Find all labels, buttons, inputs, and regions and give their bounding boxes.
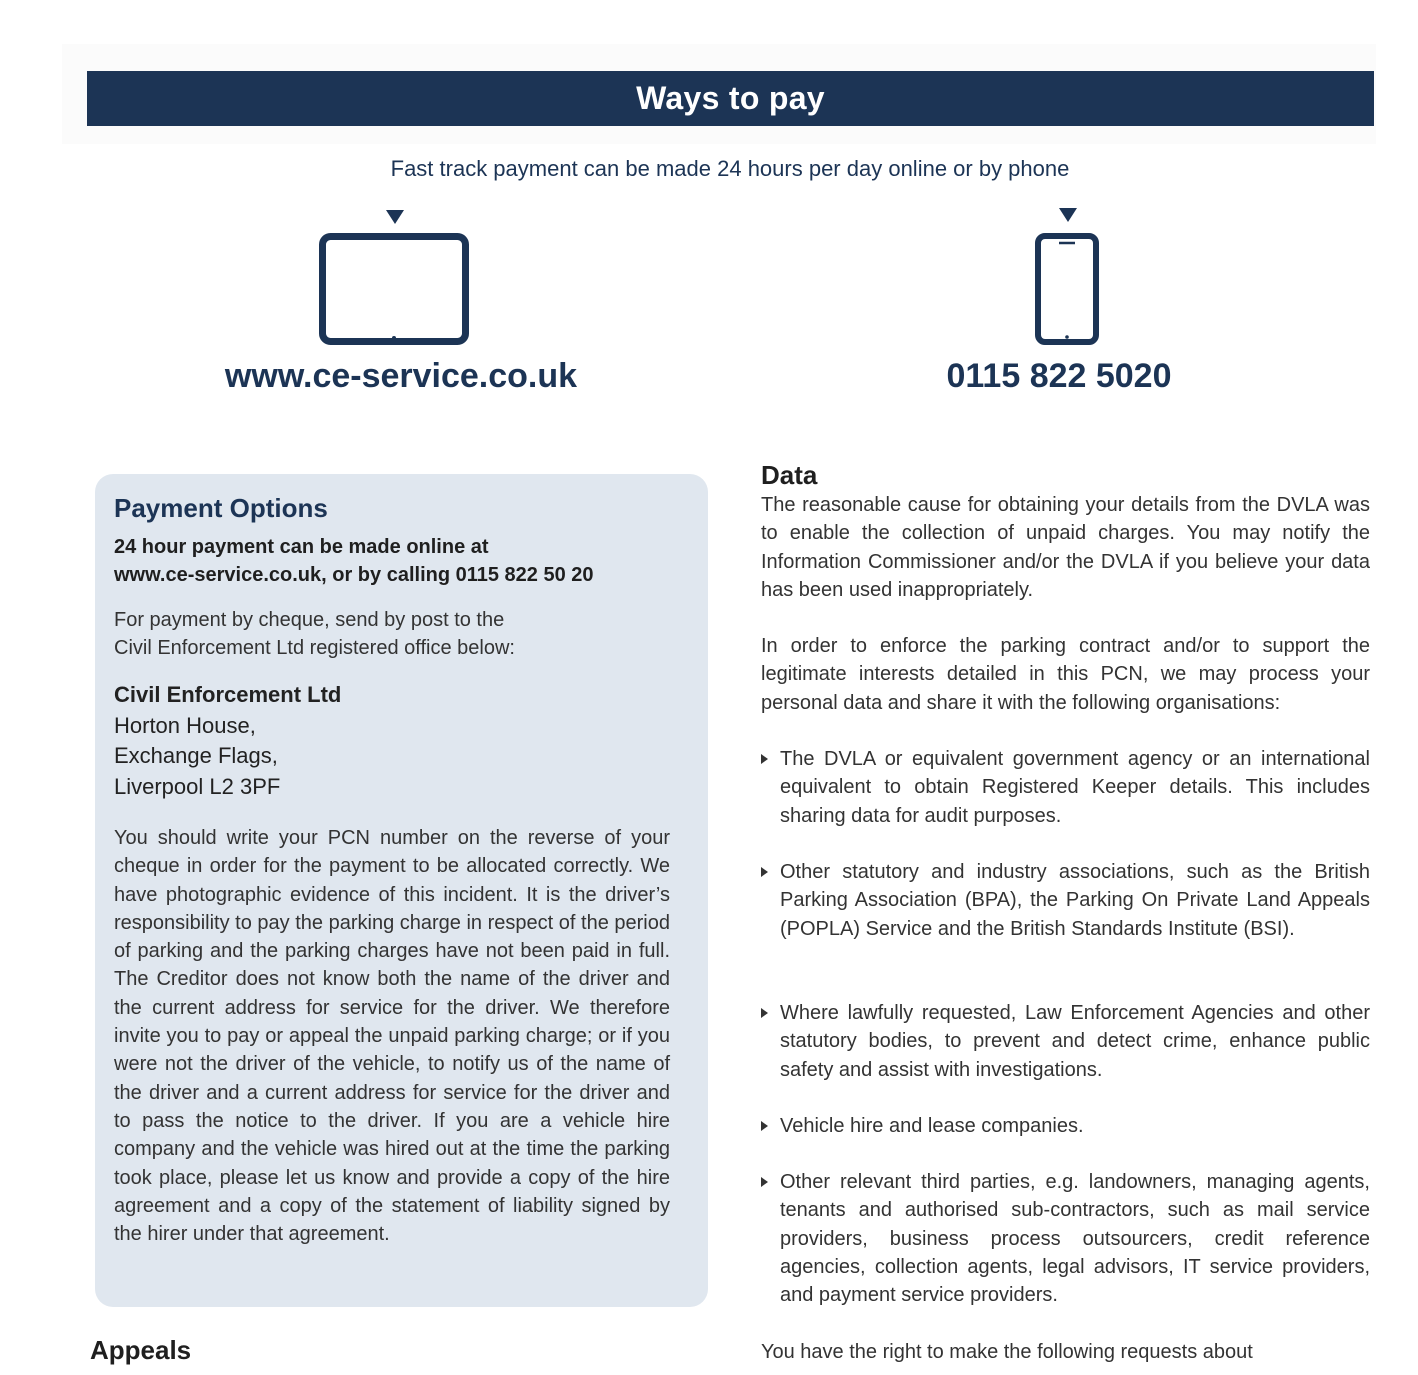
- data-rights-intro: You have the right to make the following requests about: [761, 1341, 1253, 1363]
- online-payment-line: www.ce-service.co.uk, or by calling 0115 822 50 20: [114, 564, 594, 586]
- bullet-triangle-icon: [761, 867, 768, 877]
- list-item-text: Other statutory and industry associations, such as the British Parking Association (BPA), the Parking On Private Land Appeals (POPLA) Service and the British Standards Institute (BSI).: [780, 861, 1370, 940]
- online-payment-note: [114, 533, 694, 589]
- tablet-icon: [319, 233, 469, 345]
- appeals-heading: Appeals: [90, 1335, 192, 1365]
- pointer-arrow-phone: [1059, 208, 1077, 222]
- bullet-triangle-icon: [761, 1008, 768, 1018]
- data-paragraph-reason: The reasonable cause for obtaining your details from the DVLA was to enable the collection of unpaid charges. You may notify the Information Commissioner and/or the DVLA if you believe your data has been used inappropriately.: [761, 494, 1370, 601]
- address-company: Civil Enforcement Ltd: [114, 682, 342, 707]
- fast-track-note: Fast track payment can be made 24 hours per day online or by phone: [390, 156, 1070, 181]
- cheque-line: Civil Enforcement Ltd registered office below:: [114, 637, 515, 660]
- cheque-line: For payment by cheque, send by post to the: [114, 609, 505, 631]
- address-line: Horton House,: [114, 713, 256, 738]
- address-line: Liverpool L2 3PF: [114, 774, 281, 799]
- bullet-triangle-icon: [761, 754, 768, 764]
- page-title: Ways to pay: [87, 71, 1374, 126]
- list-item-text: Vehicle hire and lease companies.: [780, 1115, 1084, 1137]
- data-heading: Data: [761, 460, 818, 490]
- phone-icon: [1035, 233, 1099, 345]
- bullet-triangle-icon: [761, 1121, 768, 1131]
- online-payment-line: 24 hour payment can be made online at: [114, 536, 489, 558]
- phone-number[interactable]: 0115 822 5020: [946, 357, 1172, 395]
- bullet-triangle-icon: [761, 1177, 768, 1187]
- list-item-text: Where lawfully requested, Law Enforcement Agencies and other statutory bodies, to prevent and detect crime, enhance public safety and assist with investigations.: [780, 1002, 1370, 1081]
- cheque-instructions: [114, 606, 670, 663]
- payment-options-title: Payment Options: [114, 493, 328, 523]
- website-link[interactable]: www.ce-service.co.uk: [224, 357, 578, 395]
- list-item-text: Other relevant third parties, e.g. landowners, managing agents, tenants and authorised sub-contractors, such as mail service providers, business process outsourcers, credit reference agencies, collection agents, legal advisors, IT service providers, and payment service providers.: [780, 1171, 1370, 1307]
- data-paragraph-sharing: In order to enforce the parking contract and/or to support the legitimate interests detailed in this PCN, we may process your personal data and share it with the following organisations:: [761, 635, 1370, 714]
- cheque-notice-text: You should write your PCN number on the reverse of your cheque in order for the payment to be allocated correctly. We have photographic evidence of this incident. It is the driver’s responsibility to pay the parking charge in respect of the period of parking and the parking charges have not been paid in full. The Creditor does not know both the name of the driver and the current address for service for the driver. We therefore invite you to pay or appeal the unpaid parking charge; or if you were not the driver of the vehicle, to notify us of the name of the driver and a current address for service for the driver and to pass the notice to the driver. If you are a vehicle hire company and the vehicle was hired out at the time the parking took place, please let us know and provide a copy of the hire agreement and a copy of the statement of liability signed by the hirer under that agreement.: [114, 827, 670, 1246]
- pointer-arrow-web: [386, 210, 404, 224]
- list-item-text: The DVLA or equivalent government agency or an international equivalent to obtain Registered Keeper details. This includes sharing data for audit purposes.: [780, 748, 1370, 827]
- address-line: Exchange Flags,: [114, 743, 278, 768]
